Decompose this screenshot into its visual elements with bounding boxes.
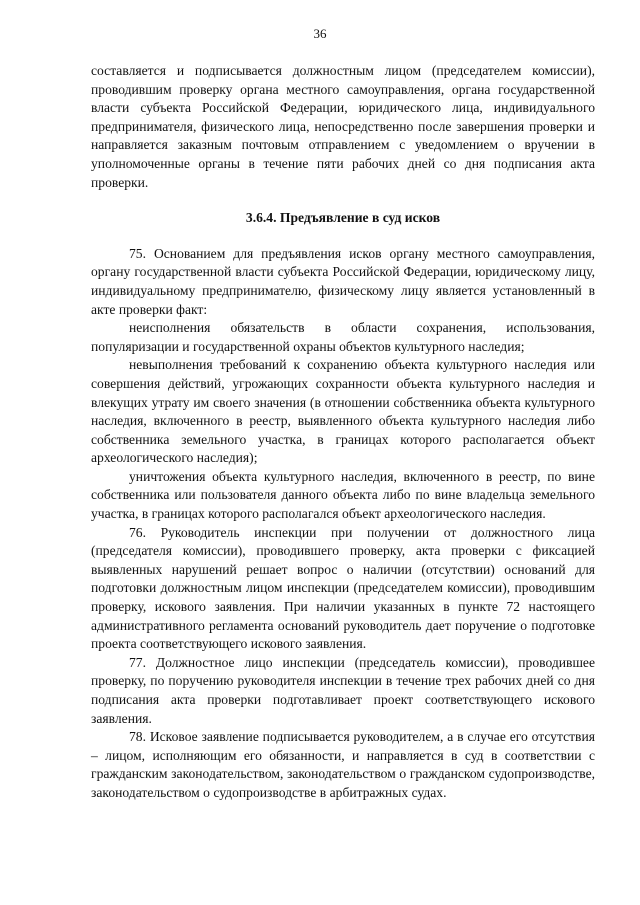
paragraph-78: 78. Исковое заявление подписывается руководителем, а в случае его отсутствия – лицом, исполняющим его обязанности, и направляется в суд в соответствии с гражданским законодательством, законодательством о гражданском судопроизводстве, законодательством о судопроизводстве в арбитражных судах. bbox=[91, 729, 595, 800]
page-number: 36 bbox=[313, 26, 327, 41]
section-heading: 3.6.4. Предъявление в суд исков bbox=[245, 210, 441, 226]
paragraph-76: 76. Руководитель инспекции при получении от должностного лица (председателя комиссии), проводившего проверку, акта проверки с фиксацией выявленных нарушений решает вопрос о наличии (отсутствии) оснований для подготовки должностным лицом инспекции (председателем комиссии), проводившим проверку, искового заявления. При наличии указанных в пункте 72 настоящего административного регламента оснований руководитель дает поручение о подготовке проекта соответствующего искового заявления. bbox=[91, 524, 595, 652]
paragraph-75-item-2: невыполнения требований к сохранению объекта культурного наследия или совершения действий, угрожающих сохранности объекта культурного наследия и влекущих утрату им своего значения (в отношении собственника объекта культурного наследия, включенного в реестр, выявленного объекта культурного наследия либо собственника земельного участка, в границах которого располагается объект археологического наследия); bbox=[91, 357, 595, 466]
paragraph-75-item-1: неисполнения обязательств в области сохранения, использования, популяризации и государственной охраны объектов культурного наследия; bbox=[91, 320, 595, 354]
paragraph-77: 77. Должностное лицо инспекции (председатель комиссии), проводившее проверку, по поручению руководителя инспекции в течение трех рабочих дней со дня подписания акта проверки подготавливает проект соответствующего искового заявления. bbox=[91, 654, 595, 726]
document-body bbox=[91, 62, 595, 803]
paragraph-75: 75. Основанием для предъявления исков органу местного самоуправления, органу государственной власти субъекта Российской Федерации, юридическому лицу, индивидуальному предпринимателю, физическому лицу является установленный в акте проверки факт: bbox=[91, 245, 595, 317]
intro-paragraph: составляется и подписывается должностным лицом (председателем комиссии), проводившим проверку органа местного самоуправления, органа государственной власти субъекта Российской Федерации, юридического лица, индивидуального предпринимателя, физического лица, непосредственно после завершения проверки и направляется заказным почтовым отправлением с уведомлением о вручении в уполномоченные органы в течение пяти рабочих дней со дня подписания акта проверки. bbox=[91, 63, 595, 190]
paragraph-75-item-3: уничтожения объекта культурного наследия, включенного в реестр, по вине собственника или пользователя данного объекта либо по вине владельца земельного участка, в границах которого располагался объект археологического наследия. bbox=[91, 468, 595, 522]
